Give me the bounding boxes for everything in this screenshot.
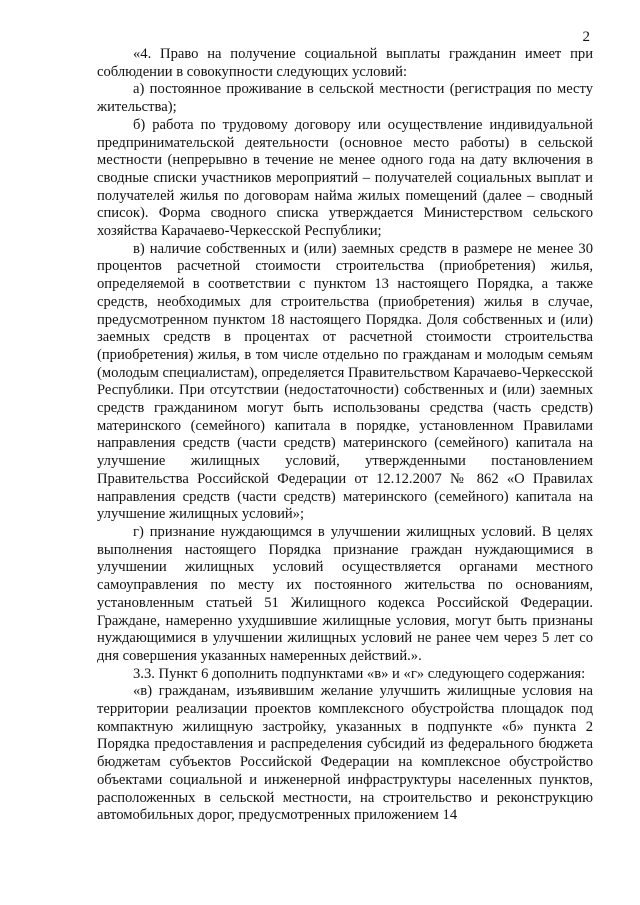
page-number: 2 [582, 29, 590, 45]
paragraph-right-to-payment: «4. Право на получение социальной выплаты гражданин имеет при соблюдении в совокупности следующих условий: [97, 46, 593, 80]
paragraph-subitem-v: «в) гражданам, изъявившим желание улучшить жилищные условия на территории реализации проектов комплексного обустройства площадок под компактную жилищную застройку, указанных в подпункте «б» пункта 2 Порядка предоставления и распределения субсидий из федерального бюджета бюджетам субъектов Российской Федерации на комплексное обустройство объектами социальной и инженерной инфраструктуры населенных пунктов, расположенных в сельской местности, на строительство и реконструкцию автомобильных дорог, предусмотренных приложением 14 [97, 683, 593, 824]
paragraph-condition-v: в) наличие собственных и (или) заемных средств в размере не менее 30 процентов расчетной стоимости строительства (приобретения) жилья, определяемой в соответствии с пунктом 13 настоящего Порядка, а также средств, необходимых для строительства (приобретения) жилья в случае, предусмотренном пунктом 18 настоящего Порядка. Доля собственных и (или) заемных средств в процентах от расчетной стоимости строительства (приобретения) жилья, в том числе отдельно по гражданам и молодым семьям (молодым специалистам), определяется Правительством Карачаево-Черкесской Республики. При отсутствии (недостаточности) собственных и (или) заемных средств гражданином могут быть использованы средства (часть средств) материнского (семейного) капитала в порядке, установленном Правилами направления средств (части средств) материнского (семейного) капитала на улучшение жилищных условий, утвержденными постановлением Правительства Российской Федерации от 12.12.2007 № 862 «О Правилах направления средств (части средств) материнского (семейного) капитала на улучшение жилищных условий»; [97, 240, 593, 523]
paragraph-amendment-3-3: 3.3. Пункт 6 дополнить подпунктами «в» и «г» следующего содержания: [133, 665, 586, 682]
document-body [97, 46, 593, 825]
paragraph-condition-b: б) работа по трудовому договору или осуществление индивидуальной предпринимательской деятельности (основное место работы) в сельской местности (непрерывно в течение не менее одного года на дату включения в сводные списки участников мероприятий – получателей социальных выплат и получателей жилья по договорам найма жилых помещений (далее – сводный список). Форма сводного списка утверждается Министерством сельского хозяйства Карачаево-Черкесской Республики; [97, 116, 593, 240]
paragraph-condition-g: г) признание нуждающимся в улучшении жилищных условий. В целях выполнения настоящего Порядка признание граждан нуждающимися в улучшении жилищных условий осуществляется органами местного самоуправления по месту их постоянного жительства по основаниям, установленным статьей 51 Жилищного кодекса Российской Федерации. Граждане, намеренно ухудшившие жилищные условия, могут быть признаны нуждающимися в улучшении жилищных условий не ранее чем через 5 лет со дня совершения указанных намеренных действий.». [97, 523, 593, 664]
paragraph-condition-a: а) постоянное проживание в сельской местности (регистрация по месту жительства); [97, 81, 593, 116]
